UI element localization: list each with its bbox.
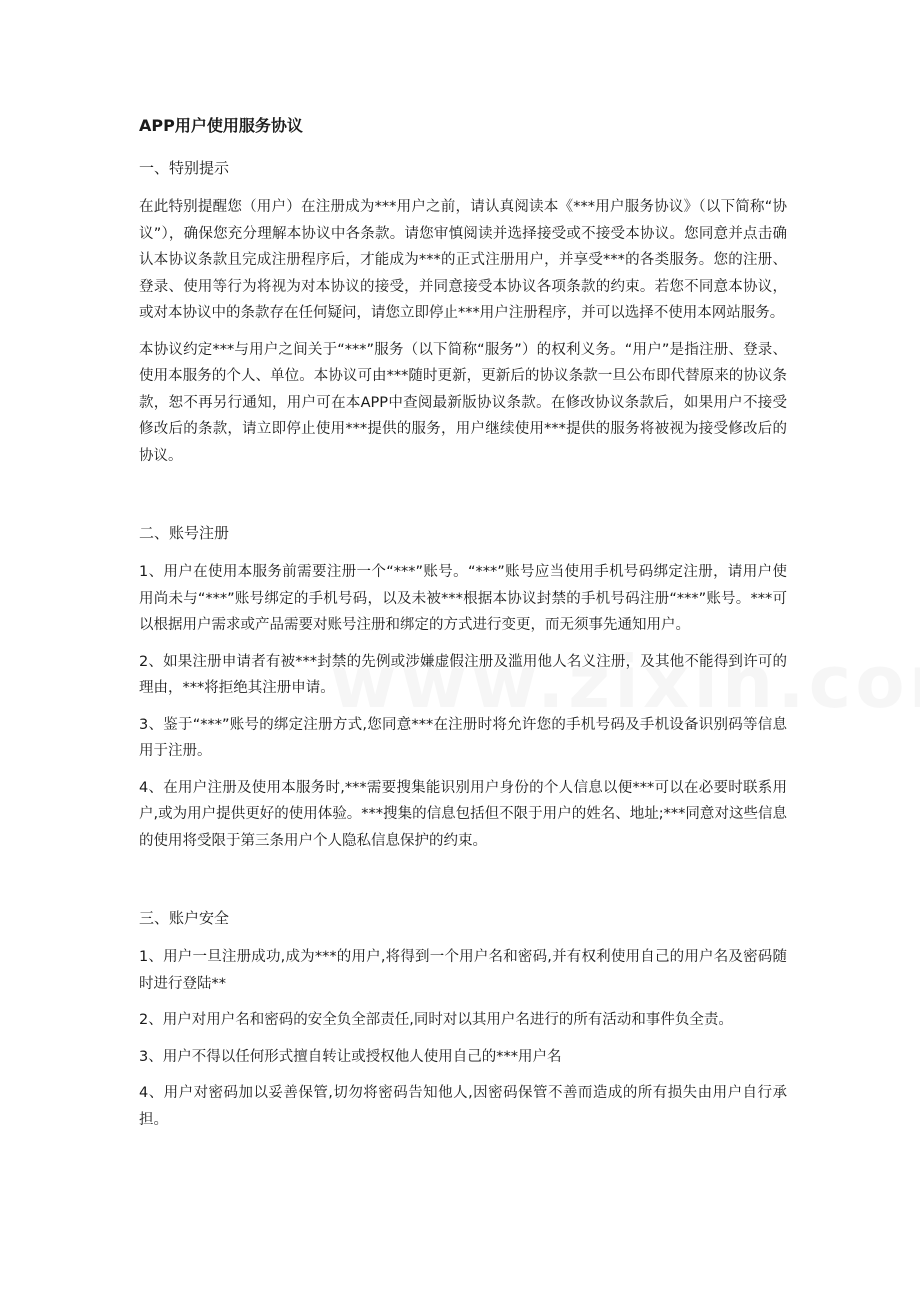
paragraph: 2、如果注册申请者有被***封禁的先例或涉嫌虚假注册及滥用他人名义注册，及其他不能得到许可的理由，***将拒绝其注册申请。 — [139, 653, 787, 696]
paragraph: 1、用户一旦注册成功,成为***的用户,将得到一个用户名和密码,并有权利使用自己的用户名及密码随时进行登陆** — [139, 949, 787, 992]
paragraph: 3、用户不得以任何形式擅自转让或授权他人使用自己的***用户名 — [139, 1048, 562, 1065]
section-spacer — [139, 864, 787, 904]
section-spacer — [139, 479, 787, 519]
paragraph: 4、在用户注册及使用本服务时,***需要搜集能识别用户身份的个人信息以便***可以在必要时联系用户,或为用户提供更好的使用体验。***搜集的信息包括但不限于用户的姓名、地址;***同意对这些信息的使用将受限于第三条用户个人隐私信息保护的约束。 — [139, 779, 787, 849]
paragraph: 4、用户对密码加以妥善保管,切勿将密码告知他人,因密码保管不善而造成的所有损失由用户自行承担。 — [139, 1085, 787, 1128]
paragraph: 本协议约定***与用户之间关于“***”服务（以下简称“服务”）的权利义务。“用户”是指注册、登录、使用本服务的个人、单位。本协议可由***随时更新，更新后的协议条款一旦公布即代替原来的协议条款，恕不再另行通知，用户可在本APP中查阅最新版协议条款。在修改协议条款后，如果用户不接受修改后的条款，请立即停止使用***提供的服务，用户继续使用***提供的服务将被视为接受修改后的协议。 — [139, 341, 787, 464]
section-account-registration — [139, 519, 787, 854]
paragraph: 2、用户对用户名和密码的安全负全部责任,同时对以其用户名进行的所有活动和事件负全责。 — [139, 1012, 733, 1028]
document-title: APP用户使用服务协议 — [139, 116, 303, 135]
paragraph: 1、用户在使用本服务前需要注册一个“***”账号。“***”账号应当使用手机号码绑定注册，请用户使用尚未与“***”账号绑定的手机号码，以及未被***根据本协议封禁的手机号码注册“***”账号。***可以根据用户需求或产品需要对账号注册和绑定的方式进行变更，而无须事先通知用户。 — [139, 564, 787, 633]
section-heading: 二、账号注册 — [139, 524, 230, 542]
paragraph: 3、鉴于“***”账号的绑定注册方式,您同意***在注册时将允许您的手机号码及手机设备识别码等信息用于注册。 — [139, 716, 787, 759]
section-heading: 一、特别提示 — [139, 159, 230, 177]
document-page — [139, 112, 787, 1143]
section-special-notice — [139, 154, 787, 469]
section-heading: 三、账户安全 — [139, 909, 230, 927]
paragraph: 在此特别提醒您（用户）在注册成为***用户之前，请认真阅读本《***用户服务协议》（以下简称“协议”），确保您充分理解本协议中各条款。请您审慎阅读并选择接受或不接受本协议。您同意并点击确认本协议条款且完成注册程序后，才能成为***的正式注册用户，并享受***的各类服务。您的注册、登录、使用等行为将视为对本协议的接受，并同意接受本协议各项条款的约束。若您不同意本协议，或对本协议中的条款存在任何疑问，请您立即停止***用户注册程序，并可以选择不使用本网站服务。 — [139, 199, 787, 321]
section-account-security — [139, 904, 787, 1133]
